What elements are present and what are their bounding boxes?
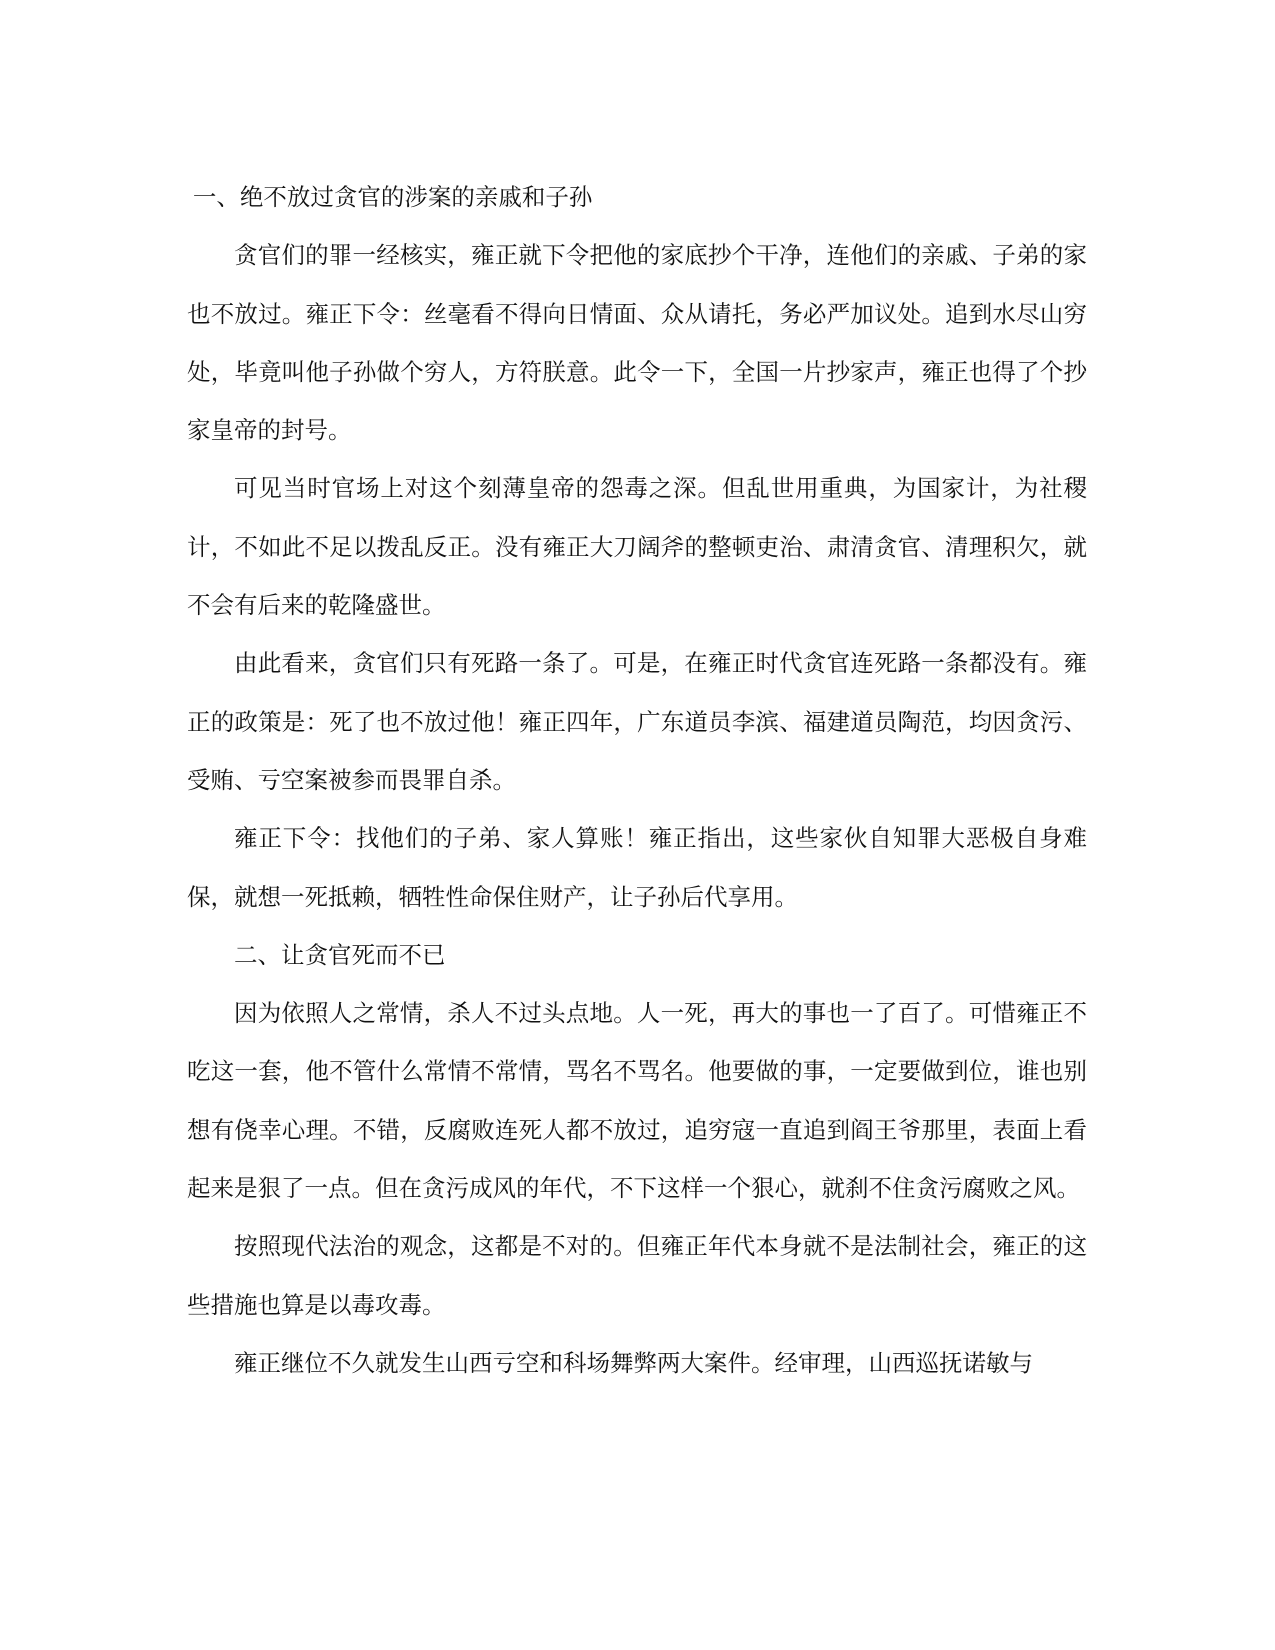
paragraph: 雍正下令：找他们的子弟、家人算账！雍正指出，这些家伙自知罪大恶极自身难保，就想一死抵赖，牺牲性命保住财产，让子孙后代享用。 bbox=[187, 824, 1087, 911]
paragraph: 可见当时官场上对这个刻薄皇帝的怨毒之深。但乱世用重典，为国家计，为社稷计，不如此不足以拨乱反正。没有雍正大刀阔斧的整顿吏治、肃清贪官、清理积欠，就不会有后来的乾隆盛世。 bbox=[187, 474, 1087, 620]
section-heading-1: 一、绝不放过贪官的涉案的亲戚和子孙 bbox=[192, 183, 593, 211]
paragraph: 按照现代法治的观念，这都是不对的。但雍正年代本身就不是法制社会，雍正的这些措施也算是以毒攻毒。 bbox=[187, 1232, 1087, 1319]
paragraph: 雍正继位不久就发生山西亏空和科场舞弊两大案件。经审理，山西巡抚诺敏与 bbox=[234, 1348, 1033, 1377]
paragraph: 由此看来，贪官们只有死路一条了。可是，在雍正时代贪官连死路一条都没有。雍正的政策是：死了也不放过他！雍正四年，广东道员李滨、福建道员陶范，均因贪污、受贿、亏空案被参而畏罪自杀。 bbox=[187, 649, 1087, 794]
paragraph: 因为依照人之常情，杀人不过头点地。人一死，再大的事也一了百了。可惜雍正不吃这一套，他不管什么常情不常情，骂名不骂名。他要做的事，一定要做到位，谁也别想有侥幸心理。不错，反腐败连死人都不放过，追穷寇一直追到阎王爷那里，表面上看起来是狠了一点。但在贪污成风的年代，不下这样一个狠心，就刹不住贪污腐败之风。 bbox=[187, 999, 1087, 1203]
section-heading-2: 二、让贪官死而不已 bbox=[234, 940, 446, 969]
paragraph: 贪官们的罪一经核实，雍正就下令把他的家底抄个干净，连他们的亲戚、子弟的家也不放过。雍正下令：丝毫看不得向日情面、众从请托，务必严加议处。追到水尽山穷处，毕竟叫他子孙做个穷人，方符朕意。此令一下，全国一片抄家声，雍正也得了个抄家皇帝的封号。 bbox=[187, 241, 1087, 445]
document-body bbox=[187, 168, 1087, 1392]
